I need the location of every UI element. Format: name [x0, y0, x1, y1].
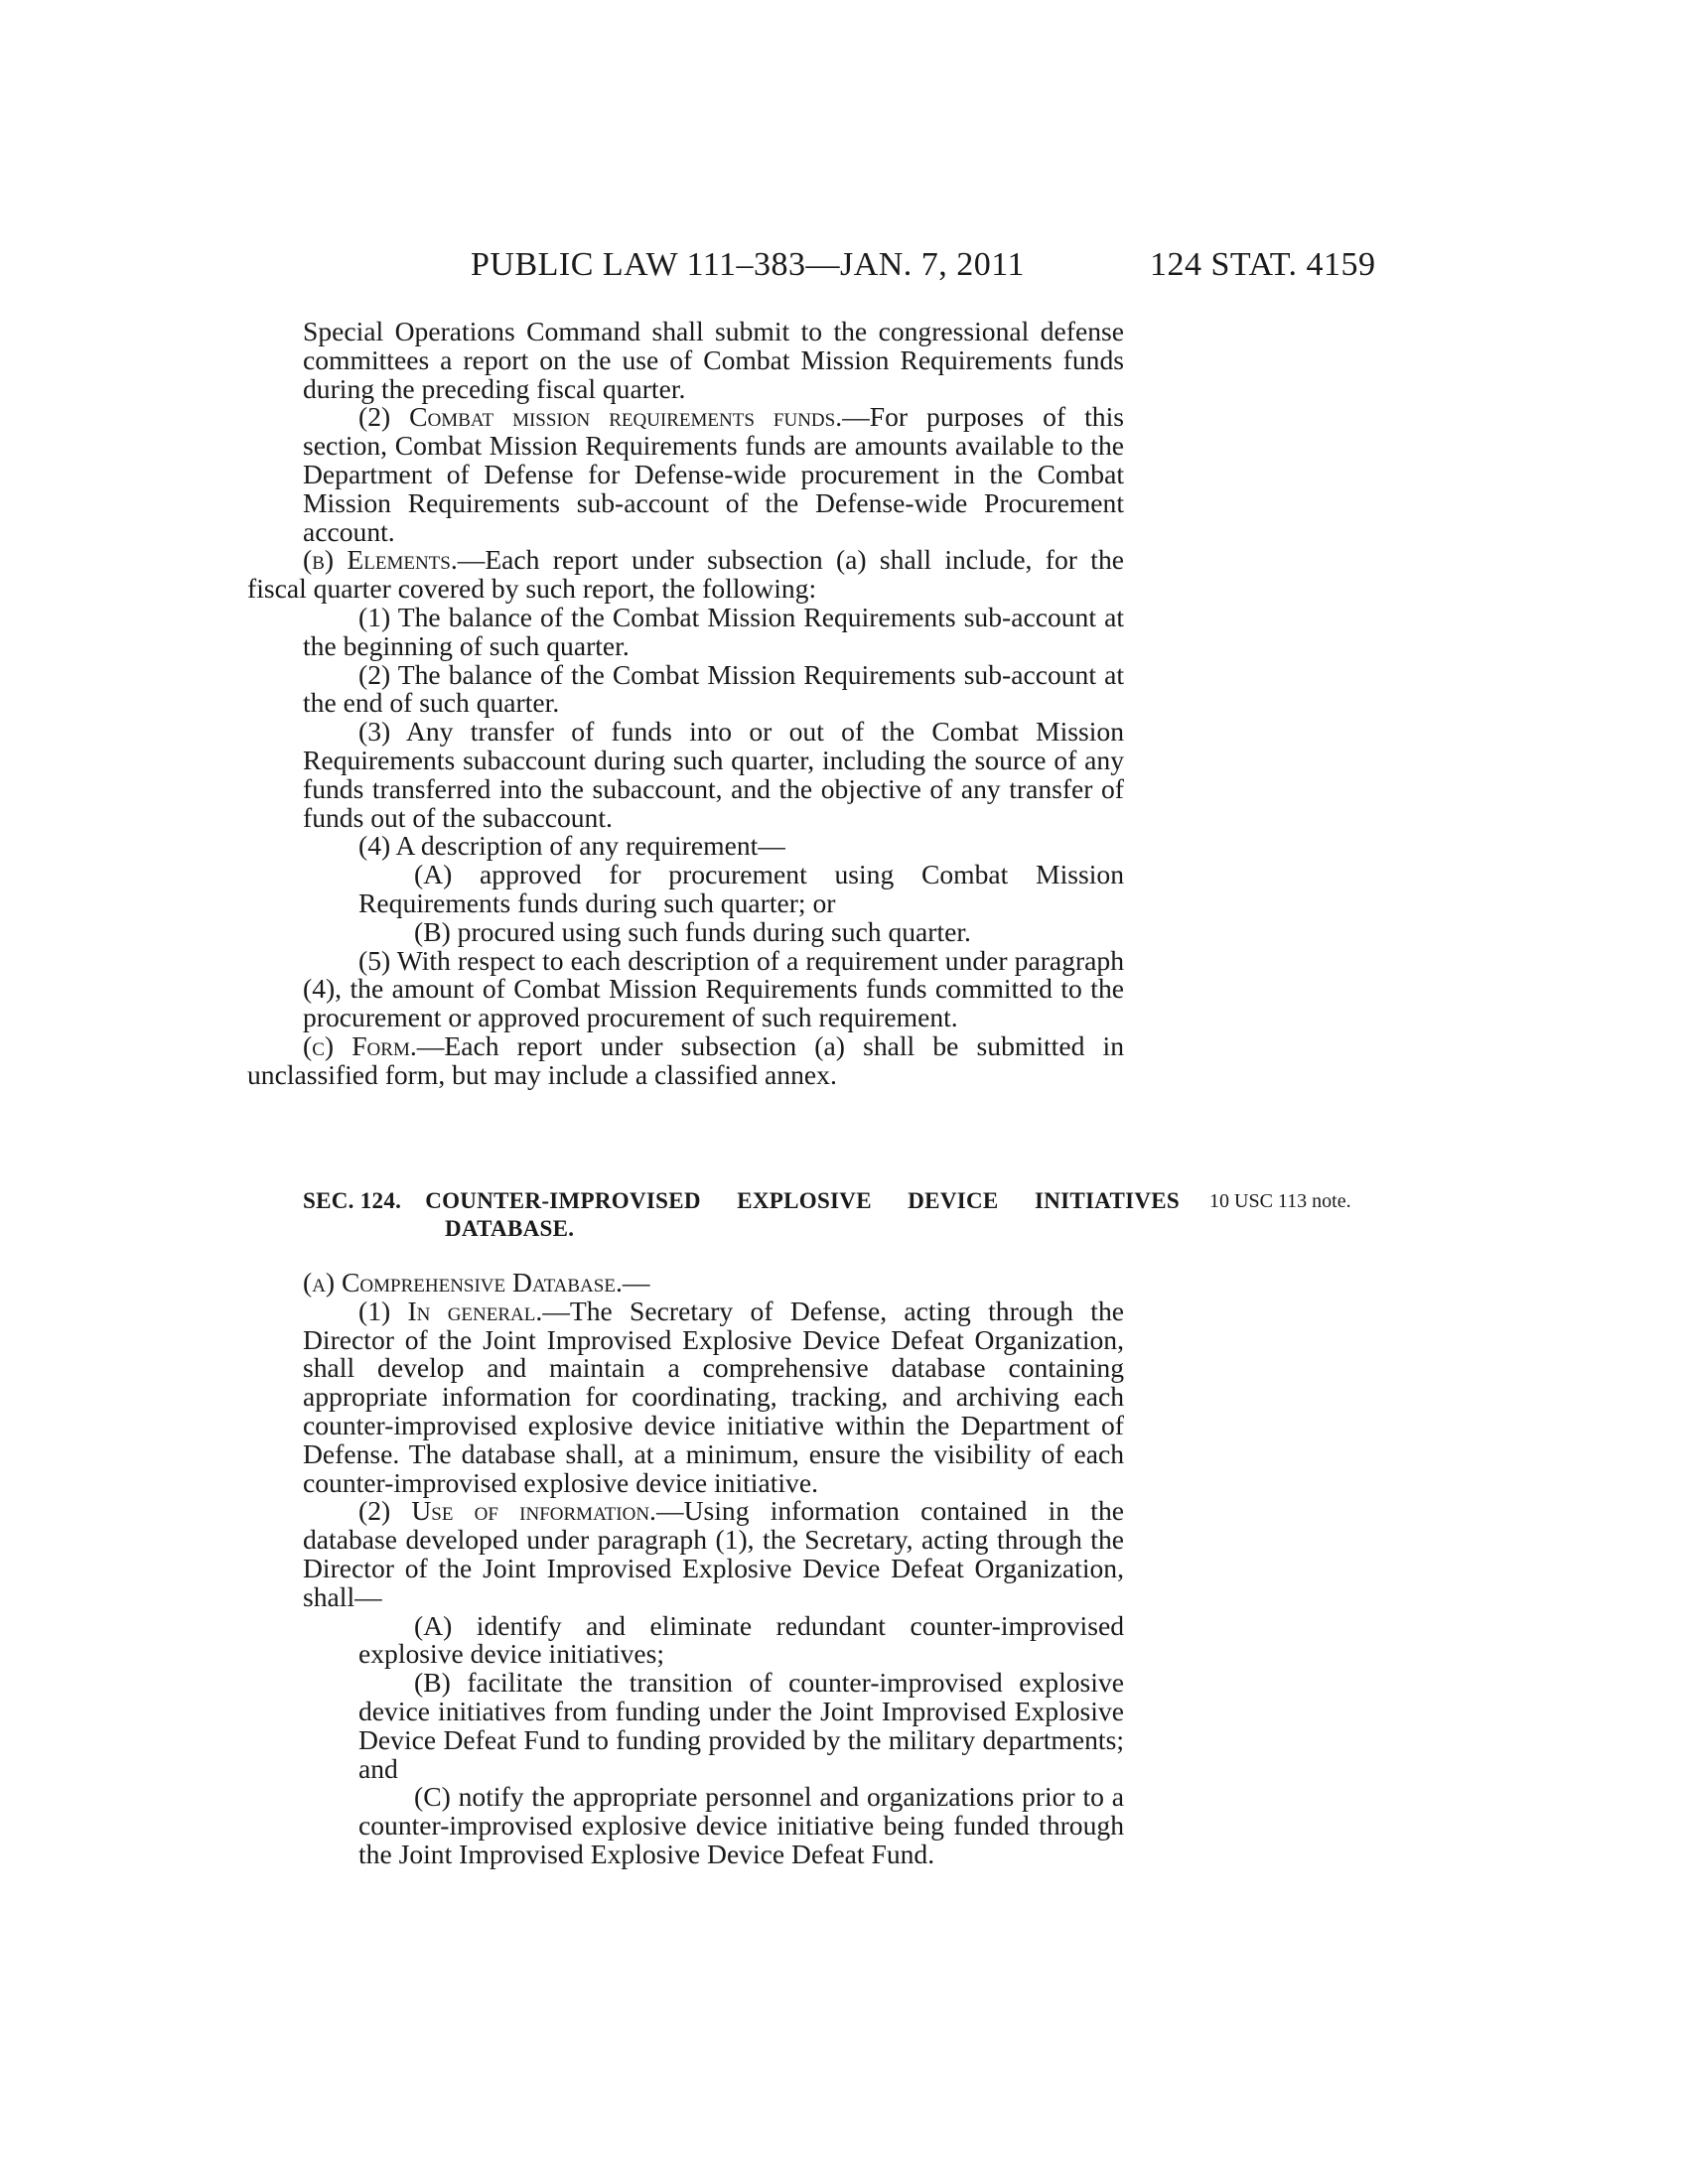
paragraph-a2-use-heading: (2) Use of information.: [358, 1495, 656, 1527]
paragraph-a1-text: —The Secretary of Defense, acting through the Director of the Joint Improvised Explosive Device Defeat Organization, shall develop and maintain a comprehensive database containing appropriate information for coordinating, tracking, and archiving each counter-improvised explosive device initiative within the Department of Defense. The database shall, at a minimum, ensure the visibility of each counter-improvised explosive device initiative.: [303, 1295, 1124, 1498]
page-header: [0, 246, 1688, 290]
paragraph-b1: (1) The balance of the Combat Mission Requirements sub-account at the beginning of such quarter.: [303, 601, 1124, 661]
paragraph-b4B: (B) procured using such funds during such quarter.: [414, 915, 971, 947]
clause-a2B: (B) facilitate the transition of counter-improvised explosive device initiatives from funding under the Joint Improvised Explosive Device Defeat Fund to funding provided by the military departments; and: [358, 1667, 1124, 1784]
paragraph-b2: (2) The balance of the Combat Mission Requirements sub-account at the end of such quarter.: [303, 658, 1124, 719]
statute-page-number: 124 STAT. 4159: [1150, 246, 1376, 283]
subsection-c: [247, 1029, 1124, 1090]
document-body-part1: [247, 318, 1124, 1090]
document-body-part2: [247, 1269, 1124, 1869]
paragraph-a2-heading: (2) Combat mission requirements funds.: [358, 401, 843, 433]
paragraph-b5: (5) With respect to each description of a requirement under paragraph (4), the amount of Combat Mission Requirements funds committed to the procurement or approved procurement of such requirement.: [303, 944, 1124, 1033]
subsection-c-heading: (c) Form.: [303, 1029, 417, 1061]
subsection-a: [247, 1269, 1124, 1297]
margin-note: 10 USC 113 note.: [1209, 1190, 1351, 1212]
intro-paragraph: Special Operations Command shall submit to the congressional defense committees a report on the use of Combat Mission Requirements funds during the preceding fiscal quarter.: [303, 316, 1124, 404]
paragraph-b4: (4) A description of any requirement—: [358, 830, 785, 862]
paragraph-b4A: (A) approved for procurement using Combat Mission Requirements funds during such quarter; or: [358, 859, 1124, 918]
paragraph-a2-use-text: —Using information contained in the database developed under paragraph (1), the Secretary, acting through the Director of the Joint Improvised Explosive Device Defeat Organization, shall—: [303, 1495, 1124, 1612]
section-number: SEC. 124.: [303, 1188, 402, 1213]
clause-a2C: (C) notify the appropriate personnel and organizations prior to a counter-improvised explosive device initiative being funded through the Joint Improvised Explosive Device Defeat Fund.: [358, 1781, 1124, 1869]
running-title: PUBLIC LAW 111–383—JAN. 7, 2011: [471, 246, 1026, 283]
paragraph-a1-heading: (1) In general.: [358, 1295, 543, 1326]
subsection-c-text: —Each report under subsection (a) shall be submitted in unclassified form, but may include a classified annex.: [247, 1029, 1124, 1090]
section-heading-row: [303, 1187, 1180, 1215]
section-heading: [303, 1187, 1180, 1243]
subsection-a-dash: —: [622, 1267, 650, 1297]
paragraph-a1: [247, 1297, 1124, 1498]
subsection-b-heading: (b) Elements.: [303, 544, 458, 576]
section-title-line2: DATABASE.: [445, 1216, 575, 1241]
paragraph-a2-use: [247, 1497, 1124, 1611]
subsection-a-heading: (a) Comprehensive Database.: [303, 1267, 623, 1297]
paragraph-a2-text: —For purposes of this section, Combat Mission Requirements funds are amounts available to the Department of Defense for Defense-wide procurement in the Combat Mission Requirements sub-account of the Defense-wide Procurement account.: [303, 401, 1124, 547]
section-title-line1: COUNTER-IMPROVISED EXPLOSIVE DEVICE INITIATIVES: [425, 1188, 1180, 1213]
paragraph-a2: [303, 403, 1124, 546]
paragraph-b3: (3) Any transfer of funds into or out of the Combat Mission Requirements subaccount during such quarter, including the source of any funds transferred into the subaccount, and the objective of any transfer of funds out of the subaccount.: [303, 716, 1124, 833]
subsection-b: [247, 546, 1124, 604]
clause-a2A: (A) identify and eliminate redundant counter-improvised explosive device initiatives;: [358, 1609, 1124, 1670]
subsection-b-text: —Each report under subsection (a) shall include, for the fiscal quarter covered by such report, the following:: [247, 544, 1124, 605]
